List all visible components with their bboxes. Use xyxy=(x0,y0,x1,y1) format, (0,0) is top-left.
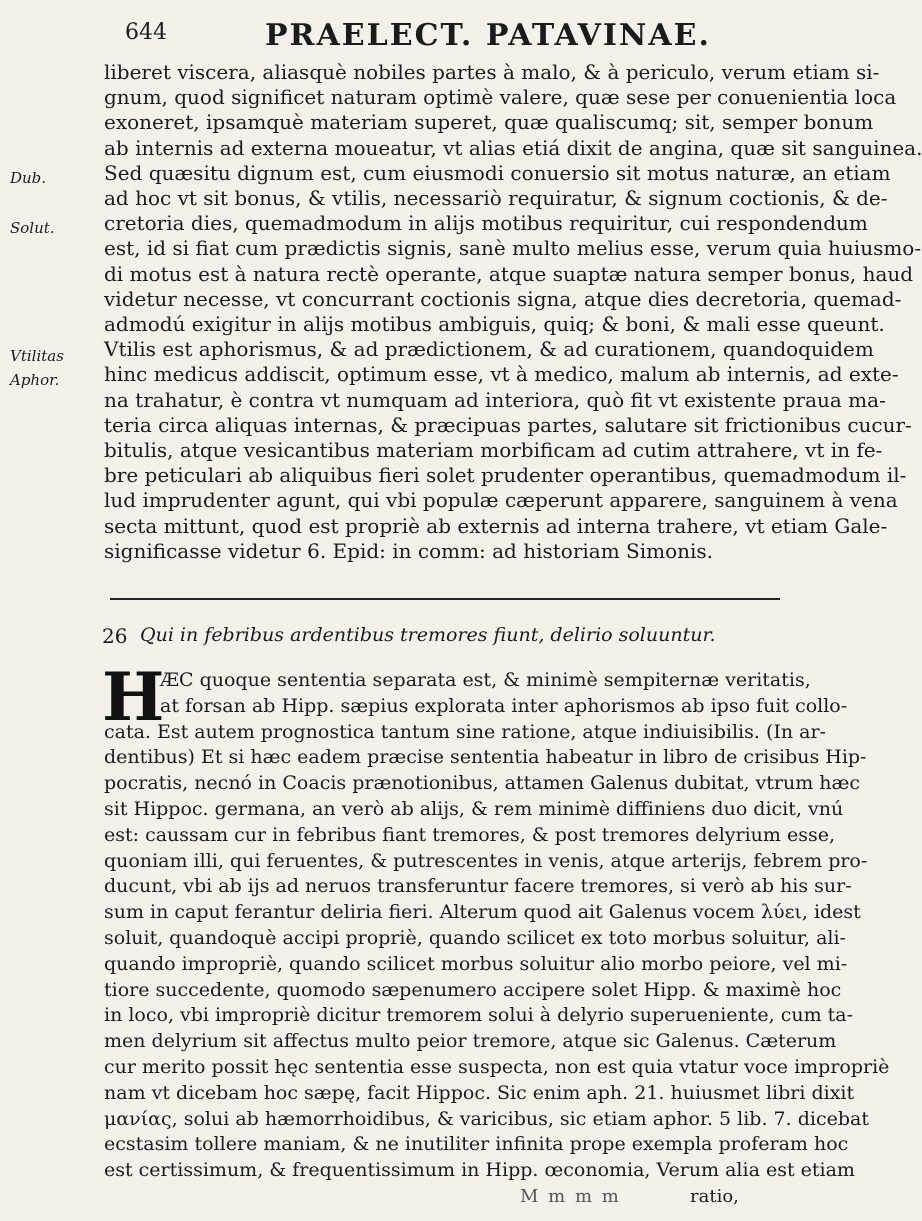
commentary-line: ÆC quoque sententia separata est, & minimè sempiternæ veritatis, xyxy=(160,669,811,691)
body-line: admodú exigitur in alijs motibus ambiguis, quiq; & boni, & mali esse queunt. xyxy=(104,312,885,336)
commentary-line: quoniam illi, qui feruentes, & putrescentes in venis, atque arterijs, febrem pro- xyxy=(104,849,868,872)
commentary-line: pocratis, necnó in Coacis prænotionibus, attamen Galenus dubitat, vtrum hæc xyxy=(104,772,861,795)
catchword: ratio, xyxy=(690,1186,739,1207)
commentary-line: est: caussam cur in febribus fiant tremores, & post tremores delyrium esse, xyxy=(104,823,835,846)
body-line: Vtilis est aphorismus, & ad prædictionem, & ad curationem, quandoquidem xyxy=(104,337,874,362)
section-rule xyxy=(110,598,780,600)
aphorism-number: 26 xyxy=(102,624,128,648)
margin-note-aphor: Aphor. xyxy=(10,371,60,389)
margin-note-solut: Solut. xyxy=(10,219,55,237)
margin-note-dub: Dub. xyxy=(10,169,47,187)
margin-note-utilitas: Vtilitas xyxy=(10,347,64,365)
body-line: teria circa aliquas internas, & præcipuas partes, salutare sit frictionibus cucur- xyxy=(104,412,912,437)
commentary-line: sum in caput ferantur deliria fieri. Alterum quod ait Galenus vocem λύει, idest xyxy=(104,901,861,924)
signature-mark: M m m m xyxy=(520,1186,621,1207)
commentary-line: men delyrium sit affectus multo peior tremore, atque sic Galenus. Cæterum xyxy=(104,1030,837,1053)
body-line: exoneret, ipsamquè materiam superet, quæ qualiscumq; sit, semper bonum xyxy=(104,110,874,135)
body-line: significasse videtur 6. Epid: in comm: ad historiam Simonis. xyxy=(104,538,714,563)
body-line: ad hoc vt sit bonus, & vtilis, necessariò requiratur, & signum coctionis, & de- xyxy=(104,186,888,210)
drop-cap: H xyxy=(102,658,165,736)
body-line: secta mittunt, quod est propriè ab externis ad interna trahere, vt etiam Gale- xyxy=(104,513,888,538)
commentary-line: est certissimum, & frequentissimum in Hipp. œconomia, Verum alia est etiam xyxy=(104,1159,855,1182)
body-line: cretoria dies, quemadmodum in alijs motibus requiritur, cui respondendum xyxy=(104,211,868,236)
body-line: hinc medicus addiscit, optimum esse, vt à medico, malum ab internis, ad exte- xyxy=(104,362,899,387)
commentary-line: soluit, quandoquè accipi propriè, quando scilicet ex toto morbus soluitur, ali- xyxy=(104,927,846,949)
body-line: est, id si fiat cum prædictis signis, sanè multo melius esse, verum quia huiusmo- xyxy=(104,236,922,261)
body-line: lud imprudenter agunt, qui vbi populæ cæperunt apparere, sanguinem à vena xyxy=(104,488,898,513)
commentary-line: tiore succedente, quomodo sæpenumero accipere solet Hipp. & maximè hoc xyxy=(104,978,842,1001)
body-line: ab internis ad externa moueatur, vt alias etiá dixit de angina, quæ sit sanguinea. xyxy=(104,135,922,160)
body-line: di motus est à natura rectè operante, atque suaptæ natura semper bonus, haud xyxy=(104,261,914,286)
commentary-line: dentibus) Et si hæc eadem præcise sententia habeatur in libro de crisibus Hip- xyxy=(104,746,867,769)
body-line: na trahatur, è contra vt numquam ad interiora, quò fit vt existente praua ma- xyxy=(104,387,886,412)
page-header xyxy=(125,18,785,52)
commentary-line: cata. Est autem prognostica tantum sine ratione, atque indiuisibilis. (In ar- xyxy=(104,720,826,743)
body-line: liberet viscera, aliasquè nobiles partes à malo, & à periculo, verum etiam si- xyxy=(104,60,880,84)
body-line: bre peticulari ab aliquibus fieri solet prudenter operantibus, quemadmodum il- xyxy=(104,463,907,488)
commentary-line: ecstasim tollere maniam, & ne inutiliter infinita prope exempla proferam hoc xyxy=(104,1133,849,1156)
commentary-line: quando impropriè, quando scilicet morbus soluitur alio morbo peiore, vel mi- xyxy=(104,952,848,975)
commentary-line: μανίας, solui ab hæmorrhoidibus, & varicibus, sic etiam aphor. 5 lib. 7. dicebat xyxy=(104,1107,869,1130)
body-line: videtur necesse, vt concurrant coctionis signa, atque dies decretoria, quemad- xyxy=(104,286,902,311)
body-line: Sed quæsitu dignum est, cum eiusmodi conuersio sit motus naturæ, an etiam xyxy=(104,160,891,185)
commentary-line: nam vt dicebam hoc sæpę, facit Hippoc. Sic enim aph. 21. huiusmet libri dixit xyxy=(104,1081,855,1104)
commentary-line: sit Hippoc. germana, an verò ab alijs, & rem minimè diffiniens duo dicit, vnú xyxy=(104,798,844,820)
aphorism-text: Qui in febribus ardentibus tremores fiunt, delirio soluuntur. xyxy=(140,624,716,646)
commentary-line: in loco, vbi impropriè dicitur tremorem solui à delyrio superueniente, cum ta- xyxy=(104,1004,854,1027)
body-line: bitulis, atque vesicantibus materiam morbificam ad cutim attrahere, vt in fe- xyxy=(104,438,883,462)
commentary-line: at forsan ab Hipp. sæpius explorata inter aphorismos ab ipso fuit collo- xyxy=(160,694,848,717)
page-number: 644 xyxy=(125,20,167,45)
commentary-line: ducunt, vbi ab ijs ad neruos transferuntur facere tremores, si verò ab his sur- xyxy=(104,875,852,898)
running-title: PRAELECT. PATAVINAE. xyxy=(265,18,711,53)
commentary-line: cur merito possit hęc sententia esse suspecta, non est quia vtatur voce impropriè xyxy=(104,1056,890,1078)
body-line: gnum, quod significet naturam optimè valere, quæ sese per conuenientia loca xyxy=(104,85,897,110)
